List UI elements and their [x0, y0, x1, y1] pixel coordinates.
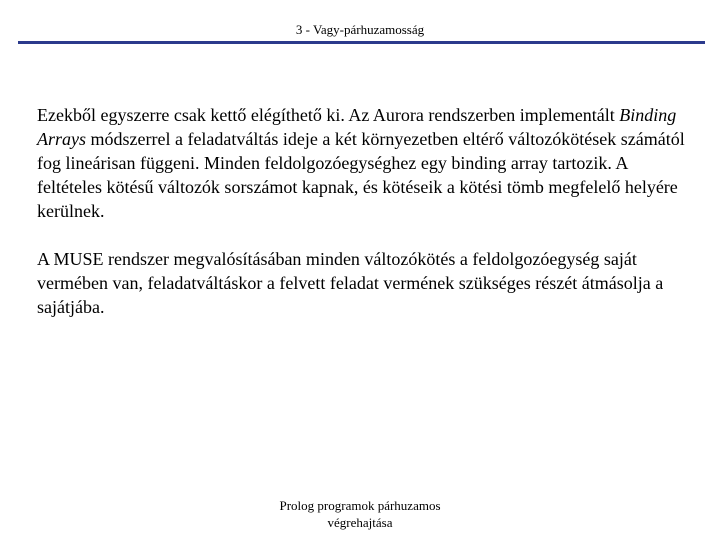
footer-line-1: Prolog programok párhuzamos — [279, 498, 441, 513]
footer — [0, 497, 720, 531]
paragraph-aurora-text-end: módszerrel a feladatváltás ideje a két környezetben eltérő változókötések számától fog lineárisan függeni. Minden feldolgozóegységhez egy binding array tartozik. A feltételes kötésű változók sorszámot kapnak, és kötéseik a kötési tömb megfelelő helyére kerülnek. — [37, 129, 685, 221]
footer-line-2: végrehajtása — [327, 515, 393, 530]
paragraph-aurora-text-start: Ezekből egyszerre csak kettő elégíthető ki. Az Aurora rendszerben implementált — [37, 105, 620, 125]
slide-body — [37, 103, 687, 343]
paragraph-muse: A MUSE rendszer megvalósításában minden változókötés a feldolgozóegység saját vermében van, feladatváltáskor a felvett feladat vermének szükséges részét átmásolja a sajátjába. — [37, 249, 664, 317]
page-title: 3 - Vagy-párhuzamosság — [295, 22, 425, 37]
paragraph-aurora — [37, 103, 687, 223]
header-divider — [18, 41, 705, 44]
binding-arrays-term: Binding Arrays — [37, 105, 677, 149]
